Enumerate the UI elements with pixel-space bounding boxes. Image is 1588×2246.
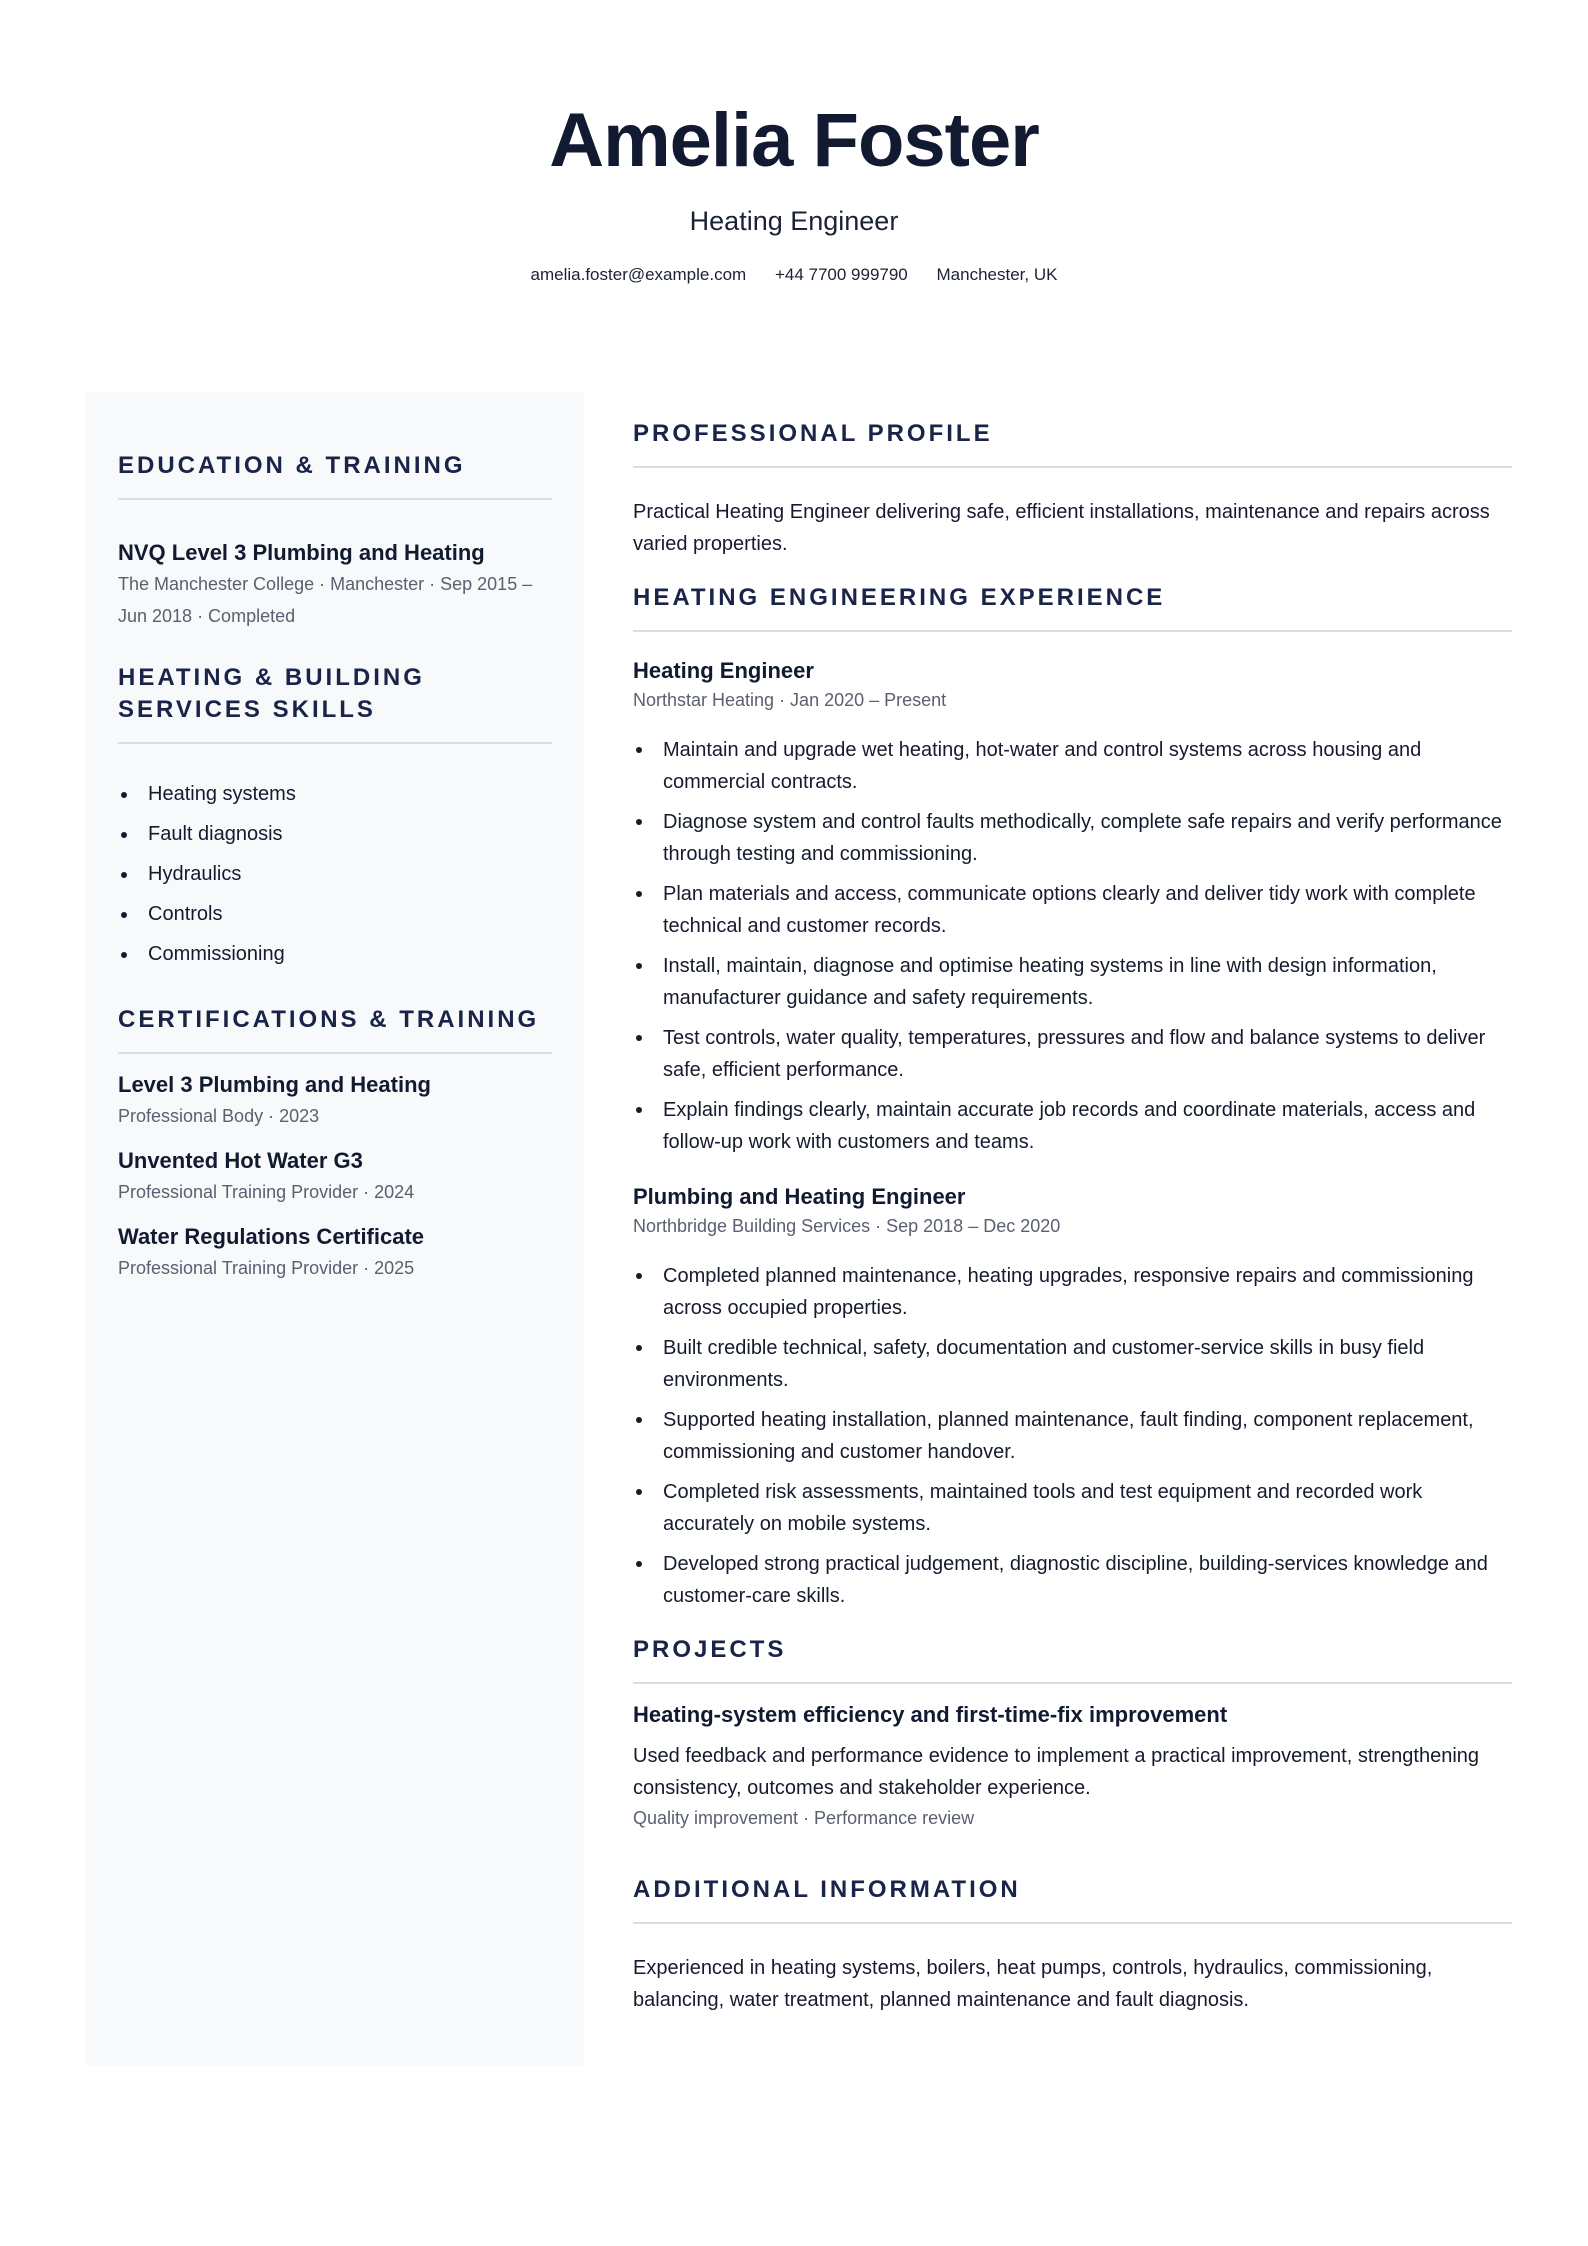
education-item-meta: The Manchester College · Manchester · Sep 2015 – Jun 2018 · Completed bbox=[118, 574, 533, 626]
job-bullets bbox=[633, 734, 1512, 1158]
certification-meta: Professional Body · 2023 bbox=[118, 1106, 320, 1126]
education-section bbox=[118, 450, 552, 632]
sidebar bbox=[86, 392, 584, 2066]
main-content bbox=[633, 392, 1512, 2038]
certification-item bbox=[118, 1222, 552, 1284]
profile-heading: PROFESSIONAL PROFILE bbox=[633, 418, 1512, 468]
job-meta: Northbridge Building Services · Sep 2018 – Dec 2020 bbox=[633, 1216, 1061, 1236]
projects-section bbox=[633, 1634, 1512, 1832]
project-entry bbox=[633, 1700, 1512, 1832]
contact-location: Manchester, UK bbox=[936, 265, 1058, 284]
skills-section bbox=[118, 662, 552, 974]
project-tags: Quality improvement · Performance review bbox=[633, 1808, 975, 1828]
skill-item: Hydraulics bbox=[118, 854, 552, 894]
contact-phone[interactable]: +44 7700 999790 bbox=[774, 265, 908, 284]
resume-header bbox=[0, 96, 1588, 286]
project-description: Used feedback and performance evidence to implement a practical improvement, strengthening consistency, outcomes and stakeholder experience. bbox=[633, 1745, 1480, 1799]
experience-heading: HEATING ENGINEERING EXPERIENCE bbox=[633, 582, 1512, 632]
job-bullets bbox=[633, 1260, 1512, 1612]
job-bullet: Test controls, water quality, temperatures, pressures and flow and balance systems to deliver safe, efficient performance. bbox=[633, 1022, 1512, 1086]
job-entry bbox=[633, 656, 1512, 1158]
profile-text: Practical Heating Engineer delivering safe, efficient installations, maintenance and repairs across varied properties. bbox=[633, 501, 1490, 555]
certifications-heading: CERTIFICATIONS & TRAINING bbox=[118, 1004, 552, 1054]
project-title: Heating-system efficiency and first-time-fix improvement bbox=[633, 1702, 1228, 1727]
skill-item: Controls bbox=[118, 894, 552, 934]
experience-section bbox=[633, 582, 1512, 1612]
certification-title: Water Regulations Certificate bbox=[118, 1224, 425, 1249]
job-bullet: Diagnose system and control faults methodically, complete safe repairs and verify performance through testing and commissioning. bbox=[633, 806, 1512, 870]
skill-item: Fault diagnosis bbox=[118, 814, 552, 854]
education-item-title: NVQ Level 3 Plumbing and Heating bbox=[118, 540, 485, 565]
candidate-name: Amelia Foster bbox=[549, 98, 1039, 183]
certification-item bbox=[118, 1146, 552, 1208]
job-bullet: Supported heating installation, planned maintenance, fault finding, component replacement, commissioning and customer handover. bbox=[633, 1404, 1512, 1468]
skills-heading: HEATING & BUILDING SERVICES SKILLS bbox=[118, 662, 552, 744]
job-title: Heating Engineer bbox=[633, 658, 814, 683]
certification-meta: Professional Training Provider · 2024 bbox=[118, 1182, 415, 1202]
job-bullet: Plan materials and access, communicate options clearly and deliver tidy work with complete technical and customer records. bbox=[633, 878, 1512, 942]
certification-title: Level 3 Plumbing and Heating bbox=[118, 1072, 431, 1097]
job-bullet: Developed strong practical judgement, diagnostic discipline, building-services knowledge and customer-care skills. bbox=[633, 1548, 1512, 1612]
projects-heading: PROJECTS bbox=[633, 1634, 1512, 1684]
additional-heading: ADDITIONAL INFORMATION bbox=[633, 1874, 1512, 1924]
certification-title: Unvented Hot Water G3 bbox=[118, 1148, 363, 1173]
additional-text: Experienced in heating systems, boilers, heat pumps, controls, hydraulics, commissioning, balancing, water treatment, planned maintenance and fault diagnosis. bbox=[633, 1957, 1433, 2011]
job-entry bbox=[633, 1182, 1512, 1612]
skill-item: Heating systems bbox=[118, 774, 552, 814]
skill-item: Commissioning bbox=[118, 934, 552, 974]
contact-line bbox=[0, 264, 1588, 286]
job-bullet: Built credible technical, safety, documentation and customer-service skills in busy field environments. bbox=[633, 1332, 1512, 1396]
certifications-section bbox=[118, 1004, 552, 1284]
certification-item bbox=[118, 1070, 552, 1132]
contact-email[interactable]: amelia.foster@example.com bbox=[530, 265, 747, 284]
education-item bbox=[118, 538, 552, 632]
job-bullet: Explain findings clearly, maintain accurate job records and coordinate materials, access and follow-up work with customers and teams. bbox=[633, 1094, 1512, 1158]
job-meta: Northstar Heating · Jan 2020 – Present bbox=[633, 690, 947, 710]
job-bullet: Install, maintain, diagnose and optimise heating systems in line with design information, manufacturer guidance and safety requirements. bbox=[633, 950, 1512, 1014]
candidate-role: Heating Engineer bbox=[689, 206, 899, 236]
job-bullet: Completed risk assessments, maintained tools and test equipment and recorded work accurately on mobile systems. bbox=[633, 1476, 1512, 1540]
additional-section bbox=[633, 1874, 1512, 2016]
certification-meta: Professional Training Provider · 2025 bbox=[118, 1258, 415, 1278]
job-title: Plumbing and Heating Engineer bbox=[633, 1184, 966, 1209]
job-bullet: Maintain and upgrade wet heating, hot-water and control systems across housing and commercial contracts. bbox=[633, 734, 1512, 798]
profile-section bbox=[633, 418, 1512, 560]
skills-list bbox=[118, 774, 552, 974]
education-heading: EDUCATION & TRAINING bbox=[118, 450, 552, 500]
job-bullet: Completed planned maintenance, heating upgrades, responsive repairs and commissioning across occupied properties. bbox=[633, 1260, 1512, 1324]
